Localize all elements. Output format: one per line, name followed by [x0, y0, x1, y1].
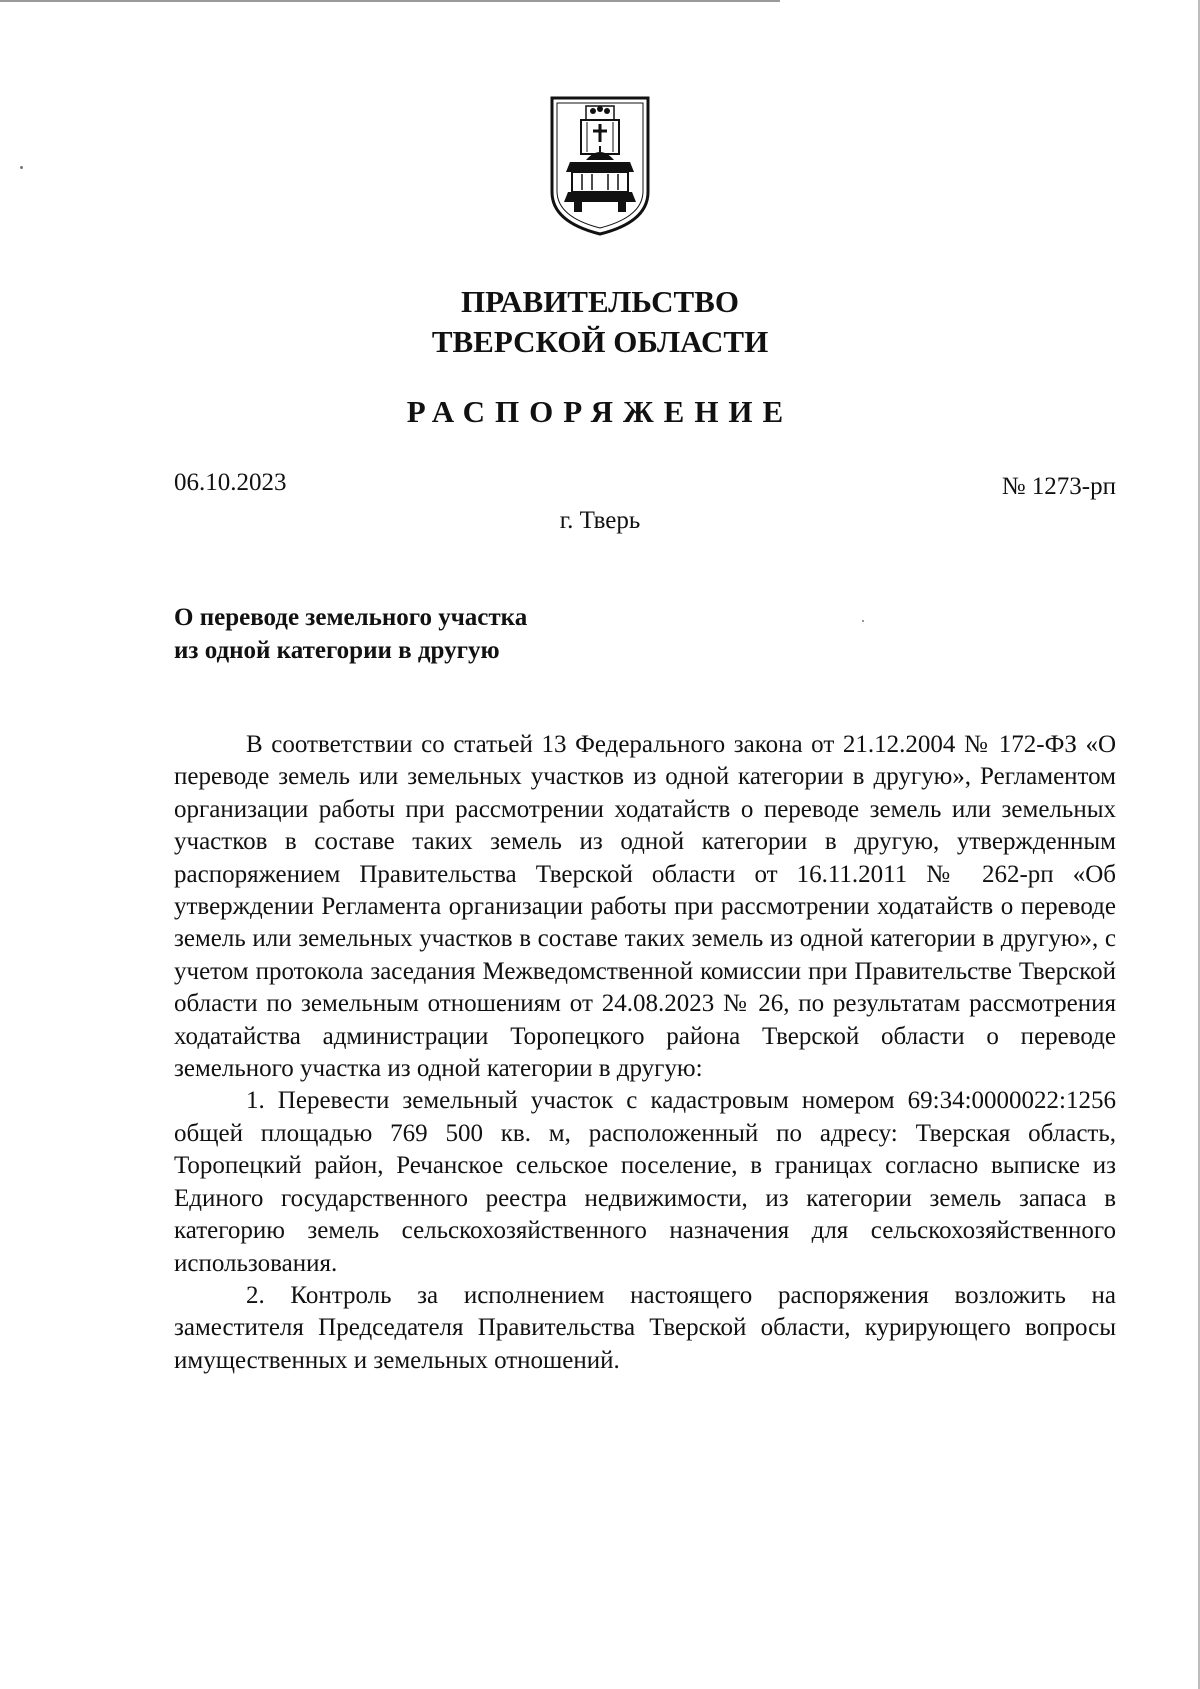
document-date: 06.10.2023: [174, 469, 287, 496]
document-type: РАСПОРЯЖЕНИЕ: [406, 394, 794, 429]
body-item-1: 1. Перевести земельный участок с кадастровым номером 69:34:0000022:1256 общей площадью 769 500 кв. м, расположенный по адресу: Тверская область, Торопецкий район, Речанское сельское поселение, в границах согласно выписке из Единого государственного реестра недвижимости, из категории земель запаса в категорию земель сельскохозяйственного назначения для сельскохозяйственного использования.: [174, 1087, 1116, 1277]
document-city: г. Тверь: [559, 507, 641, 534]
subject-line-2: из одной категории в другую: [174, 637, 500, 664]
scan-edge-top: [0, 0, 780, 2]
document-number: № 1273-рп: [1001, 473, 1116, 500]
document-subject: [174, 601, 774, 667]
subject-line-1: О переводе земельного участка: [174, 604, 528, 631]
organization-line-2: ТВЕРСКОЙ ОБЛАСТИ: [431, 324, 769, 359]
body-item-2: 2. Контроль за исполнением настоящего распоряжения возложить на заместителя Председателя Правительства Тверской области, курирующего вопросы имущественных и земельных отношений.: [174, 1281, 1116, 1374]
scan-speck: [20, 166, 23, 169]
scan-speck: [862, 620, 864, 622]
body-preamble: В соответствии со статьей 13 Федерального закона от 21.12.2004 № 172-ФЗ «О переводе земель или земельных участков из одной категории в другую», Регламентом организации работы при рассмотрении ходатайств о переводе земель или земельных участков в составе таких земель из одной категории в другую, утвержденным распоряжением Правительства Тверской области от 16.11.2011 № 262-рп «Об утверждении Регламента организации работы при рассмотрении ходатайств о переводе земель или земельных участков в составе таких земель из одной категории в другую», с учетом протокола заседания Межведомственной комиссии при Правительстве Тверской области по земельным отношениям от 24.08.2023 № 26, по результатам рассмотрения ходатайства администрации Торопецкого района Тверской области о переводе земельного участка из одной категории в другую:: [174, 731, 1116, 1083]
organization-name: [0, 282, 1200, 362]
coat-of-arms-icon: [548, 94, 652, 238]
document-body: [174, 729, 1116, 1377]
organization-line-1: ПРАВИТЕЛЬСТВО: [461, 284, 739, 319]
